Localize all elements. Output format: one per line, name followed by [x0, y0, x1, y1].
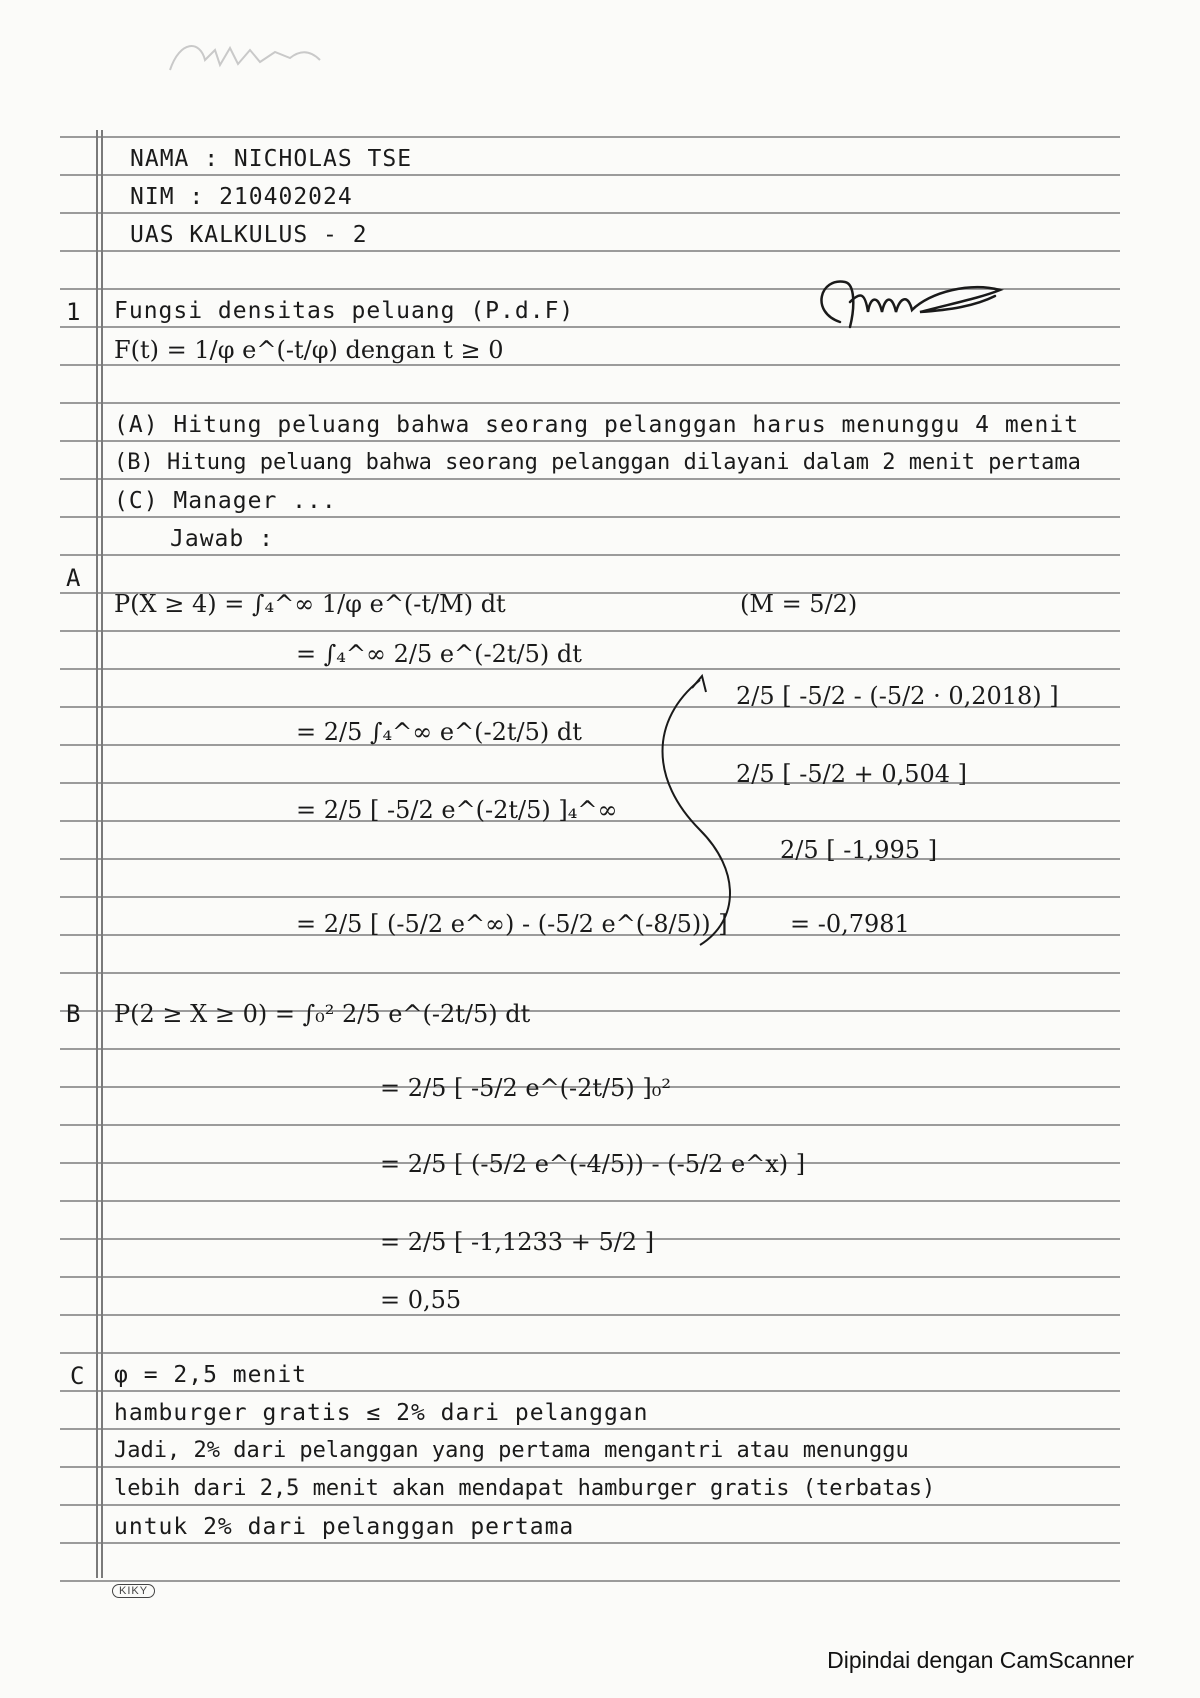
continuation-arrow	[640, 660, 780, 960]
part-b-label: B	[66, 1000, 82, 1028]
exam-title: UAS KALKULUS - 2	[130, 222, 368, 248]
question-c: (C) Manager ...	[114, 488, 337, 514]
margin-line-inner	[101, 130, 103, 1578]
part-a-mu: (M = 5/2)	[740, 590, 858, 618]
problem-number: 1	[66, 298, 82, 326]
part-a-line-3: = 2/5 ∫₄^∞ e^(-2t/5) dt	[296, 718, 582, 746]
part-c-line-4: lebih dari 2,5 menit akan mendapat hamburger gratis (terbatas)	[114, 1476, 936, 1501]
part-a-result: = -0,7981	[790, 910, 910, 938]
part-a-right-2: 2/5 [ -5/2 + 0,504 ]	[736, 760, 968, 788]
part-a-line-4: = 2/5 [ -5/2 e^(-2t/5) ]₄^∞	[296, 796, 618, 824]
density-function: F(t) = 1/φ e^(-t/φ) dengan t ≥ 0	[114, 336, 504, 364]
problem-title: Fungsi densitas peluang (P.d.F)	[114, 298, 575, 324]
part-a-right-3: 2/5 [ -1,995 ]	[780, 836, 938, 864]
student-nim: NIM : 210402024	[130, 184, 353, 210]
part-b-line-3: = 2/5 [ (-5/2 e^(-4/5)) - (-5/2 e^x) ]	[380, 1150, 806, 1178]
answer-label: Jawab :	[170, 526, 274, 552]
question-a: (A) Hitung peluang bahwa seorang pelanggan harus menunggu 4 menit	[114, 412, 1080, 438]
part-b-result: = 0,55	[380, 1286, 462, 1314]
signature	[800, 262, 1020, 342]
part-a-label: A	[66, 564, 82, 592]
notebook-brand-badge: KIKY	[112, 1584, 155, 1598]
part-a-line-5: = 2/5 [ (-5/2 e^∞) - (-5/2 e^(-8/5)) ]	[296, 910, 728, 938]
part-a-line-1: P(X ≥ 4) = ∫₄^∞ 1/φ e^(-t/M) dt	[114, 590, 506, 618]
part-b-line-1: P(2 ≥ X ≥ 0) = ∫₀² 2/5 e^(-2t/5) dt	[114, 1000, 531, 1028]
part-c-label: C	[70, 1362, 86, 1390]
scanner-watermark: Dipindai dengan CamScanner	[827, 1647, 1134, 1673]
part-b-line-2: = 2/5 [ -5/2 e^(-2t/5) ]₀²	[380, 1074, 671, 1102]
margin-line	[96, 130, 98, 1578]
part-b-line-4: = 2/5 [ -1,1233 + 5/2 ]	[380, 1228, 655, 1256]
part-c-line-5: untuk 2% dari pelanggan pertama	[114, 1514, 575, 1540]
part-a-line-2: = ∫₄^∞ 2/5 e^(-2t/5) dt	[296, 640, 582, 668]
question-b: (B) Hitung peluang bahwa seorang pelanggan dilayani dalam 2 menit pertama	[114, 450, 1081, 475]
part-c-line-1: φ = 2,5 menit	[114, 1362, 308, 1388]
faint-top-signature	[160, 30, 340, 90]
part-c-line-2: hamburger gratis ≤ 2% dari pelanggan	[114, 1400, 649, 1426]
part-a-right-1: 2/5 [ -5/2 - (-5/2 · 0,2018) ]	[736, 682, 1059, 710]
part-c-line-3: Jadi, 2% dari pelanggan yang pertama mengantri atau menunggu	[114, 1438, 909, 1463]
student-name: NAMA : NICHOLAS TSE	[130, 146, 413, 172]
